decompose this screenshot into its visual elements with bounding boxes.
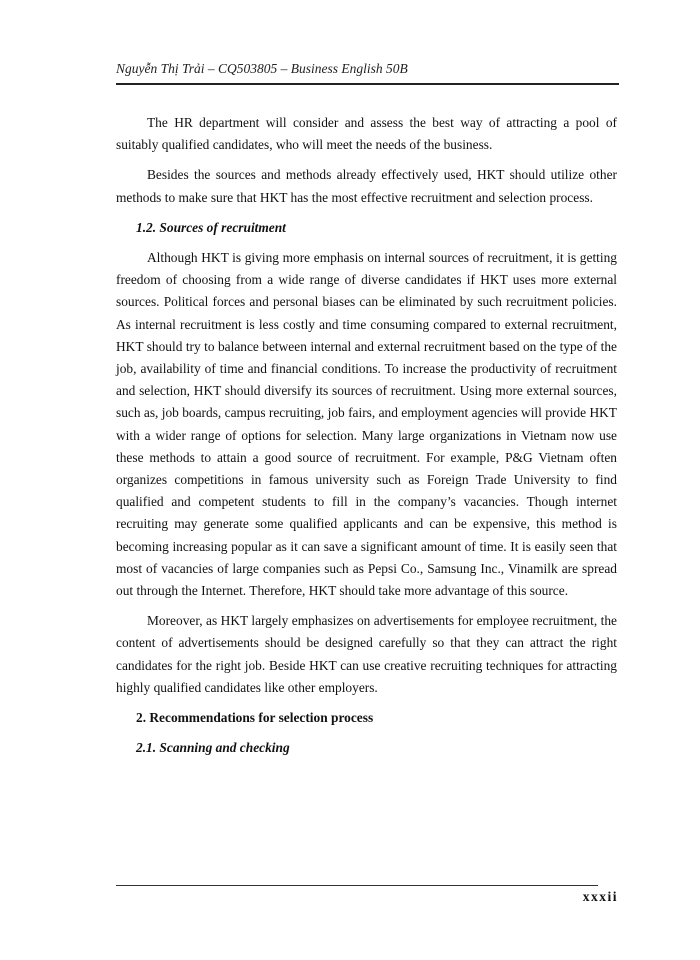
section-heading-selection-process: 2. Recommendations for selection process [136,710,374,726]
header-rule [116,83,619,85]
paragraph-advertisements: Moreover, as HKT largely emphasizes on advertisements for employee recruitment, the content of advertisements should be designed carefully so that they can attract the right candidates for the right job. Beside HKT can use creative recruiting techniques for attracting highly qualified candidates like other employers. [116,613,617,695]
paragraph-sources-of-recruitment: Although HKT is giving more emphasis on internal sources of recruitment, it is getting freedom of choosing from a wide range of diverse candidates if HKT uses more external sources. Political forces and personal biases can be eliminated by such recruitment policies. As internal recruitment is less costly and time consuming compared to external recruitment, HKT should try to balance between internal and external recruitment based on the type of the job, availability of time and financial conditions. To increase the productivity of recruitment and selection, HKT should diversify its sources of recruitment. Using more external sources, such as, job boards, campus recruiting, job fairs, and employment agencies will provide HKT with a wider range of options for selection. Many large organizations in Vietnam now use these methods to attain a good source of recruitment. For example, P&G Vietnam often organizes competitions in famous university such as Foreign Trade University to find qualified and competent students to fill in the company’s vacancies. Though internet recruiting may generate some qualified applicants and can be expensive, this method is becoming increasing popular as it can save a significant amount of time. It is easily seen that most of vacancies of large companies such as Pepsi Co., Samsung Inc., Vinamilk are spread out through the Internet. Therefore, HKT should take more advantage of this source. [116,250,617,599]
footer-rule [116,885,598,886]
page-number: xxxii [582,889,618,904]
page-content [116,112,617,767]
paragraph-other-methods: Besides the sources and methods already effectively used, HKT should utilize other methods to make sure that HKT has the most effective recruitment and selection process. [116,167,617,205]
paragraph-hr-department: The HR department will consider and assess the best way of attracting a pool of suitably qualified candidates, who will meet the needs of the business. [116,115,617,153]
running-header: Nguyễn Thị Trải – CQ503805 – Business English 50B [116,61,408,76]
section-heading-scanning-and-checking: 2.1. Scanning and checking [136,740,290,756]
section-heading-sources-of-recruitment: 1.2. Sources of recruitment [136,219,286,235]
